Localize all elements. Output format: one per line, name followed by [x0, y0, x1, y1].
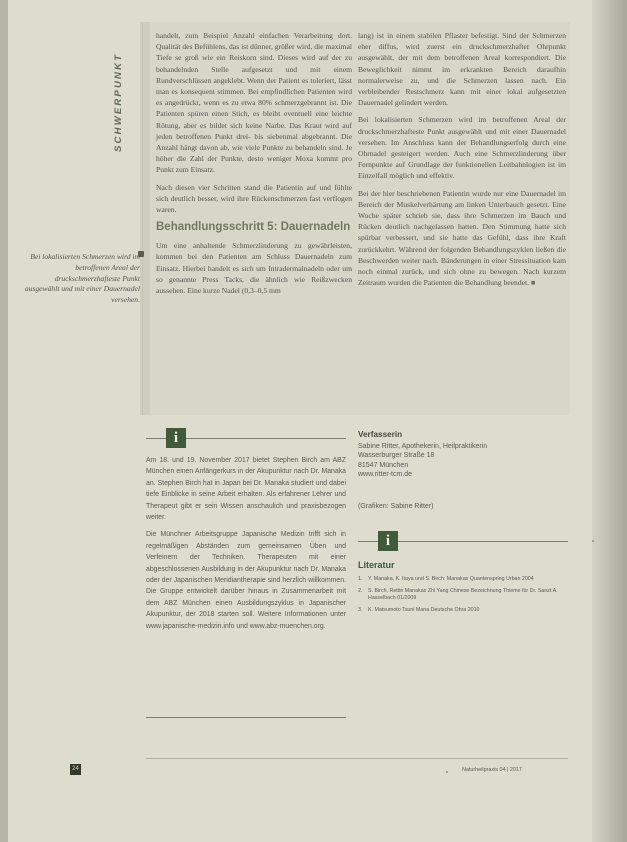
list-item-text: K. Matsumoto Tsuni Mana Deutsche Ohra 2010 [368, 606, 480, 613]
author-line: 81547 München [358, 461, 409, 469]
list-item-number: 2. [358, 587, 363, 594]
list-item-number: 1. [358, 576, 363, 582]
info-icon: i [166, 428, 186, 448]
paragraph [358, 188, 566, 289]
graphics-credit: (Grafiken: Sabine Ritter) [358, 503, 434, 510]
author-line: Sabine Ritter, Apothekerin, Heilpraktikerin [358, 442, 488, 450]
text-column-left [156, 30, 352, 302]
info-paragraph: Am 18. und 19. November 2017 bietet Stephen Birch am ABZ München einen Anfängerkurs in der Akupunktur nach Dr. Manaka an. Stephen Birch hat in Japan bei Dr. Manaka studiert und dabei tiefe Einblicke in seine Arbeit erhalten. Als erfahrener Lehrer und Therapeut gibt er sein Wissen anschaulich und praxisbezogen weiter. [146, 457, 346, 522]
footer-rule [146, 758, 568, 759]
author-heading: Verfasserin [358, 430, 403, 439]
paragraph: lang) ist in einem stabilen Pflaster befestigt. Sind der Schmerzen eher diffus, wird zuerst ein druckschmerzhafter Ohrpunkt ausgewählt, der mit dem betroffenen Areal korrespondiert. Die Beweglichkeit nimmt im erkrankten Bereich daraufhin normalerweise zu, und die Schmerzen lassen nach. Ein verbleibender Restschmerz kann mit einer lokal aufgesetzten Dauernadel gelindert werden. [358, 31, 566, 108]
end-mark-icon: ■ [530, 278, 536, 288]
paper-speck [592, 540, 594, 542]
author-block [358, 430, 568, 480]
list-item [358, 607, 568, 615]
paper-speck [446, 771, 448, 773]
list-item-text: S. Birch, Rettin Manakas Zhi Yang Chinese Bezeichnung Thieme für Dr. Sanzt A. Hasselbach 01/2009 [368, 587, 558, 602]
list-item [358, 588, 568, 603]
margin-divider [142, 22, 143, 415]
paragraph: Bei lokalisierten Schmerzen wird im betroffenen Areal der druckschmerzhafteste Punkt ausgewählt und mit einer Dauernadel versehen. Im Anschluss kann der Behandlungserfolg durch eine Ohrnadel gesteigert werden. Auch eine Schmerzlinderung über Fernpunkte auf Grundlage der funktionellen Leitbahnlogien ist im Einzelfall möglich und effektiv. [358, 115, 566, 181]
footer-journal: Naturheilpraxis 04 | 2017 [462, 767, 522, 773]
text-column-right [358, 30, 566, 294]
section-label: SCHWERPUNKT [113, 52, 124, 152]
author-website-link[interactable]: www.ritter-tcm.de [358, 471, 413, 479]
author-line: Wasserburger Straße 18 [358, 452, 435, 460]
info-box [146, 455, 346, 638]
info-box-bottom-rule [146, 717, 346, 718]
list-item [358, 576, 568, 584]
paragraph: Um eine anhaltende Schmerzlinderung zu gewährleisten, kommen bei den Patienten am Schluss Dauernadeln zum Einsatz. Hierbei handelt es sich um Intradermalnadeln oder um so genannte Press Tacks, die ähnlich wie Reißzwecken aussehen. Eine kurze Nadel (0,3–0,5 mm [156, 241, 352, 296]
margin-note: Bei lokalisierten Schmerzen wird im betroffenen Areal der druckschmerzhafteste Punkt ausgewählt und mit einer Dauernadel versehen. [24, 252, 140, 305]
page-number: 24 [70, 764, 81, 775]
paragraph: Nach diesen vier Schritten stand die Patientin auf und fühlte sich deutlich besser, wird ihre Rückenschmerzen fast verflogen waren. [156, 182, 352, 215]
section-heading: Behandlungsschritt 5: Dauernadeln [156, 221, 351, 234]
page-gutter-shadow [592, 0, 627, 842]
paragraph: handelt, zum Beispiel Anzahl einfachen Verarbeitung dort. Qualität des Befühlens, das ist dünner, größer wird, die maximal Tiefe se groß wie ein Reiskorn sind. Dieses wird auf der zu behandelnden Stelle aufgesetzt und mit einem Rundverschlüssen angeklebt. Wenn der Patient es toleriert, lässt man es konsequent stimmen. Bei empfindlichen Patienten wird es angedrückt, wenn es zu etwa 80% schmerzgebrannt ist. Die Patienten spüren einen Stich, es bleibt eventuell eine leichte Rötung, aber es bildet sich keine Narbe. Das Kraut wird auf jeden betroffenen Punkt drei- bis siebenmal abgebrannt. Die Anzahl hängt davon ab, wie viele Punkte zu behandeln sind. Je höher die Zahl der Punkte, desto weniger Moxa kommt pro Punkt zum Einsatz. [156, 31, 352, 175]
literature-info-icon: i [378, 531, 398, 551]
info-paragraph: Die Münchner Arbeitsgruppe Japanische Medizin trifft sich in regelmäßigen Abständen zum gemeinsamen Üben und Verfeinern der Techniken. Therapeuten mit einer abgeschlossenen Ausbildung in der Akupunktur nach Dr. Manaka oder der Japanischen Meridiantherapie sind herzlich willkommen. Die Gruppe entwickelt darüber hinaus in Zusammenarbeit mit dem ABZ München einen Ausbildungszyklus in Japanischer Akupunktur, der 2018 starten soll. Weitere Informationen unter www.japanische-medizin.info und www.abz-muenchen.org. [146, 531, 346, 630]
list-item-text: Y. Manaka, K. Itaya und S. Birch: Manakas Quantenspring Urban 2004 [368, 576, 534, 582]
literature-heading: Literatur [358, 560, 395, 570]
literature-list [358, 576, 568, 618]
list-item-number: 3. [358, 606, 363, 613]
paragraph-text: Bei der hier beschriebenen Patientin wurde nur eine Dauernadel im Bereich der Muskelverhärtung am linken Unterbauch gesetzt. Eine Woche später schrieb sie, dass ihre Schmerzen im Bauch und Rücken deutlich nachgelassen hatten. Den Stimmung hatte sich spürbar verbessert, und sie hatte das Gefühl, dass ihre Kraft zurückkehrt. Während der folgenden Behandlungszyklen ließen die Beschwerden weiter nach. Bänderungen in einer Stressituation kam noch einmal zurück, und sich ohne zu bewegen. Nach kurzem Zeitraum wurden die Patienten die Behandlung beendet. [358, 188, 566, 288]
